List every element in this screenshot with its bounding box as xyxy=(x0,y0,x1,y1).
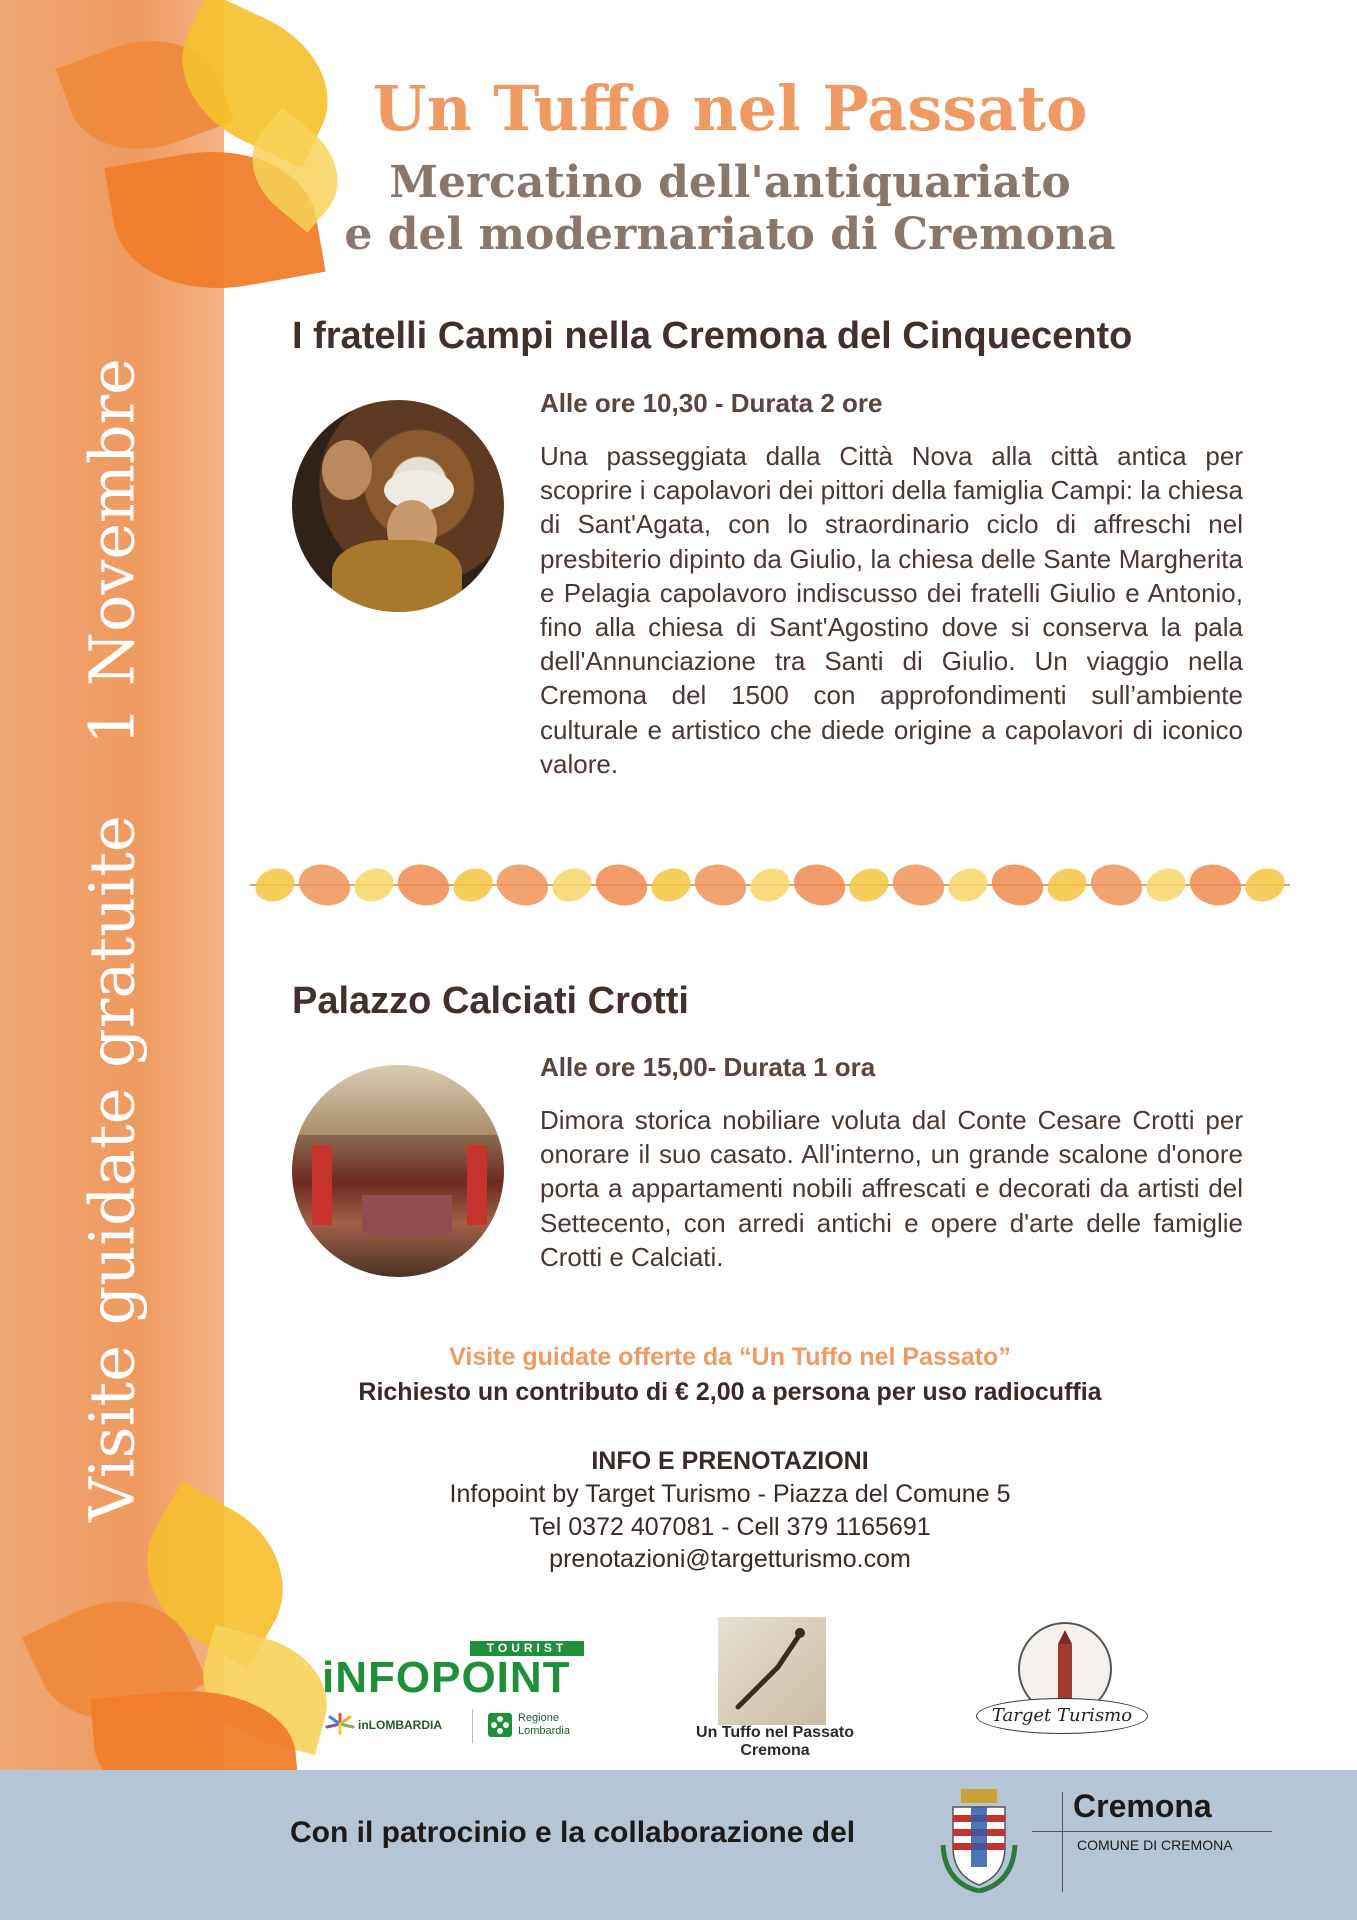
logo-divider xyxy=(472,1709,473,1743)
tuffo-logo-line-2: Cremona xyxy=(740,1742,810,1759)
subtitle-line-1: Mercatino dell'antiquariato xyxy=(389,157,1071,208)
garland-leaf xyxy=(690,860,751,910)
garland-leaf xyxy=(944,863,993,907)
tour-1-description: Una passeggiata dalla Città Nova alla città antica per scoprire i capolavori dei pittori della famiglia Campi: la chiesa di Sant'Agata, con lo straordinario ciclo di affreschi nel presbiterio dipinto da Giulio, la chiesa delle Sante Margherita e Pelagia capolavoro indiscusso dei fratelli Giulio e Antonio, fino alla chiesa di Sant'Agostino dove si conserva la pala dell'Annunciazione tra Santi di Giulio. Un viaggio nella Cremona del 1500 con approfondimenti sull’ambiente culturale e artistico che diede origine a capolavori di iconico valore. xyxy=(540,441,1243,779)
footer-comune-label: COMUNE DI CREMONA xyxy=(1077,1837,1233,1853)
tuffo-logo-line-1: Un Tuffo nel Passato xyxy=(696,1724,854,1741)
garland-leaf xyxy=(1142,863,1191,907)
garland-leaf xyxy=(393,860,454,910)
info-address: Infopoint by Target Turismo - Piazza del Comune 5 xyxy=(449,1480,1011,1508)
regione-line-1: Regione xyxy=(518,1712,559,1724)
tour-1-title: I fratelli Campi nella Cremona del Cinquecento xyxy=(292,315,1133,357)
regione-rose-icon xyxy=(488,1713,512,1737)
inlombardia-label: inLOMBARDIA xyxy=(358,1718,442,1732)
tour-1-painting-image xyxy=(292,400,504,612)
leaf-garland-divider xyxy=(250,860,1290,910)
info-phone: Tel 0372 407081 - Cell 379 1165691 xyxy=(529,1513,931,1541)
garland-leaf xyxy=(1086,860,1147,910)
inlombardia-star-icon xyxy=(322,1713,358,1735)
tour-2-title: Palazzo Calciati Crotti xyxy=(292,980,689,1022)
target-turismo-label: Target Turismo xyxy=(976,1698,1148,1734)
sidebar-date: 1 Novembre xyxy=(75,358,149,746)
page-title: Un Tuffo nel Passato xyxy=(372,72,1088,145)
tuffo-diver-image xyxy=(718,1617,826,1725)
sidebar-label: Visite guidate gratuite xyxy=(75,815,149,1522)
garland-leaf xyxy=(888,860,949,910)
garland-leaf xyxy=(548,863,597,907)
regione-lombardia-label xyxy=(518,1712,570,1738)
footer-city-name: Cremona xyxy=(1073,1788,1212,1824)
garland-leaf xyxy=(350,863,399,907)
garland-leaf xyxy=(845,863,894,907)
garland-leaf xyxy=(1241,863,1290,907)
offer-line-1: Visite guidate offerte da “Un Tuffo nel Passato” xyxy=(449,1343,1011,1371)
info-heading: INFO E PRENOTAZIONI xyxy=(591,1447,869,1475)
subtitle-line-2: e del modernariato di Cremona xyxy=(344,209,1116,260)
garland-leaf xyxy=(1043,863,1092,907)
garland-leaf xyxy=(294,860,355,910)
infopoint-wordmark: iNFOPOINT xyxy=(322,1653,571,1702)
footer-divider-vertical xyxy=(1062,1792,1063,1892)
garland-leaf xyxy=(591,860,652,910)
garland-leaf xyxy=(492,860,553,910)
sidebar-vertical-text xyxy=(76,358,149,1522)
info-email-link[interactable]: prenotazioni@targetturismo.com xyxy=(549,1545,911,1573)
cremona-coat-of-arms-icon xyxy=(935,1785,1023,1895)
garland-leaf xyxy=(647,863,696,907)
tour-1-time: Alle ore 10,30 - Durata 2 ore xyxy=(540,388,883,418)
garland-leaf xyxy=(1185,860,1246,910)
garland-leaf xyxy=(251,863,300,907)
regione-line-2: Lombardia xyxy=(518,1725,570,1737)
garland-leaf xyxy=(987,860,1048,910)
infopoint-tourist-label: TOURIST xyxy=(486,1641,568,1655)
page-subtitle xyxy=(320,157,1140,261)
garland-leaf xyxy=(789,860,850,910)
offer-line-2: Richiesto un contributo di € 2,00 a persona per uso radiocuffia xyxy=(358,1378,1102,1406)
tour-2-palazzo-image xyxy=(292,1065,504,1277)
footer-divider-horizontal xyxy=(1032,1831,1272,1832)
footer-patronage-text: Con il patrocinio e la collaborazione del xyxy=(290,1816,856,1849)
garland-leaf xyxy=(449,863,498,907)
tour-2-time: Alle ore 15,00- Durata 1 ora xyxy=(540,1052,876,1082)
tuffo-logo-text xyxy=(670,1724,880,1760)
tour-2-description: Dimora storica nobiliare voluta dal Conte Cesare Crotti per onorare il suo casato. All'interno, un grande scalone d'onore porta a appartamenti nobili affrescati e decorati da artisti del Settecento, con arredi antichi e opere d'arte delle famiglie Crotti e Calciati. xyxy=(540,1105,1243,1272)
garland-leaf xyxy=(746,863,795,907)
